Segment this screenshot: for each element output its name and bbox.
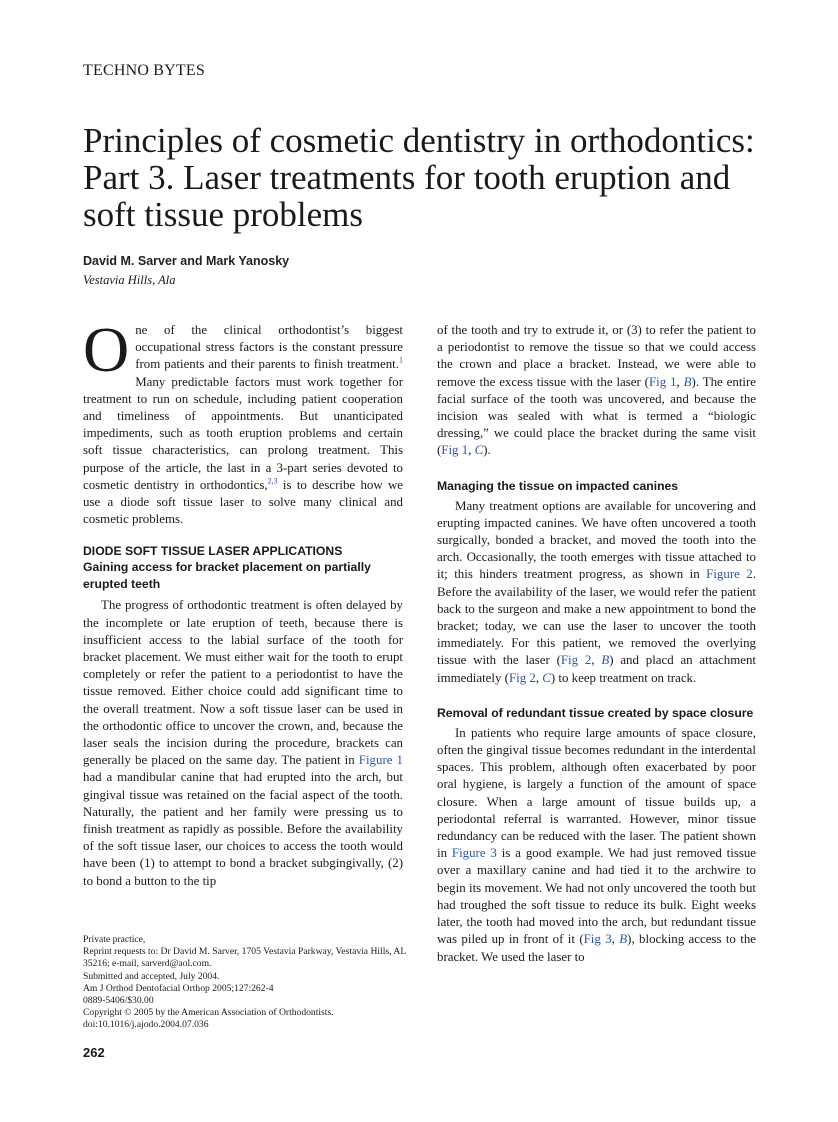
article-title: Principles of cosmetic dentistry in orthodontics: Part 3. Laser treatments for tooth eruption and soft tissue problems	[83, 121, 755, 234]
authors: David M. Sarver and Mark Yanosky	[83, 254, 290, 268]
right-column	[437, 322, 756, 966]
footnote-reprint: Reprint requests to: Dr David M. Sarver, 1705 Vestavia Parkway, Vestavia Hills, AL 35216; e-mail, sarverd@aol.com.	[83, 946, 406, 970]
footnote-issn: 0889-5406/$30.00	[83, 995, 154, 1007]
fig-1-link[interactable]: Fig 1	[648, 374, 677, 389]
drop-cap: O	[83, 314, 130, 385]
paragraph-continued: of the tooth and try to extrude it, or (3) to refer the patient to a periodontist to remove the tissue so that we could access the crown and place a bracket. Instead, we were able to remove the excess tissue with the laser (Fig 1, B). The entire facial surface of the tooth was uncovered, and because the incision was sealed with what is termed a “biologic dressing,” we could place the bracket during the same visit (Fig 1, C).	[437, 323, 756, 458]
footnote-doi[interactable]: doi:10.1016/j.ajodo.2004.07.036	[83, 1019, 209, 1031]
reference-2-3[interactable]: 2,3	[267, 476, 278, 486]
heading-impacted-canines: Managing the tissue on impacted canines	[437, 478, 679, 493]
paragraph-impacted-canines: Many treatment options are available for uncovering and erupting impacted canines. We have often uncovered a tooth surgically, bonded a bracket, and moved the tooth into the arch. Occasionally, the tooth emerges with tissue attached to it; this hinders treatment progress, as shown in Figure 2. Before the availability of the laser, we would refer the patient back to the surgeon and make a new appointment to bond the bracket; today, we can use the laser to uncover the tooth immediately. For this patient, we removed the overlying tissue with the laser (Fig 2, B) and placd an attachment immediately (Fig 2, C) to keep treatment on track.	[437, 498, 756, 685]
fig-2-link-2[interactable]: Fig 2	[508, 670, 536, 685]
fig-2c-link[interactable]: C	[542, 670, 551, 685]
footnotes	[83, 934, 408, 1032]
reference-1[interactable]: 1	[399, 356, 403, 366]
intro-paragraph: One of the clinical orthodontist’s biggest occupational stress factors is the constant pressure from patients and their parents to finish treatment.$^1$ Many predictable factors must work together for treatment to run on schedule, including patient cooperation and timeliness of appointments. But unanticipated impediments, such as tooth eruption problems and certain soft tissue characteristics, can prolong treatment. This purpose of the article, the last in a 3-part series devoted to cosmetic dentistry in orthodontics,$^{2,3}$ is to describe how we use a diode soft tissue laser to solve many clinical and cosmetic problems.	[83, 314, 403, 527]
footnote-submitted: Submitted and accepted, July 2004.	[83, 970, 220, 982]
fig-1-link-2[interactable]: Fig 1	[441, 443, 469, 458]
affiliation: Vestavia Hills, Ala	[83, 273, 176, 287]
section-label: TECHNO BYTES	[83, 62, 205, 79]
footnote-journal: Am J Orthod Dentofacial Orthop 2005;127:262-4	[83, 982, 274, 994]
heading-diode-laser: DIODE SOFT TISSUE LASER APPLICATIONS	[83, 544, 343, 559]
figure-1-link[interactable]: Figure 1	[358, 753, 403, 768]
heading-bracket-access: Gaining access for bracket placement on partially erupted teeth	[83, 560, 371, 592]
fig-3b-link[interactable]: B	[619, 932, 628, 947]
fig-1c-link[interactable]: C	[474, 443, 484, 458]
heading-redundant-tissue: Removal of redundant tissue created by space closure	[437, 705, 754, 720]
footnote-practice: Private practice,	[83, 934, 146, 945]
fig-2-link[interactable]: Fig 2	[560, 653, 592, 668]
left-column	[83, 314, 403, 890]
figure-2-link[interactable]: Figure 2	[706, 567, 753, 582]
fig-3-link[interactable]: Fig 3	[583, 932, 612, 947]
paragraph-bracket-access: The progress of orthodontic treatment is often delayed by the incomplete or late eruption of teeth, because there is insufficient access to the labial surface of the tooth for bracket placement. We must either wait for the tooth to erupt completely or refer the patient to a periodontist to have the tissue removed. Either choice could add significant time to the overall treatment. Now a soft tissue laser can be used in the orthodontic office to uncover the crown, and, because the laser seals the incision during the procedure, brackets can generally be placed on the same day. The patient in Figure 1 had a mandibular canine that had erupted into the arch, but gingival tissue was retained on the facial aspect of the tooth. Naturally, the patient and her family were pressing us to finish treatment as rapidly as possible. Before the availability of the soft tissue laser, our choices to access the tooth would have been (1) to attempt to bond a bracket subgingivally, (2) to bond a button to the tip	[83, 598, 403, 888]
figure-3-link[interactable]: Figure 3	[451, 846, 497, 861]
paragraph-redundant-tissue: In patients who require large amounts of space closure, often the gingival tissue becomes redundant in the interdental spaces. This problem, although often exacerbated by poor oral hygiene, is largely a function of the amount of space closure. When a large amount of tissue builds up, a periodontal referral is warranted. However, minor tissue redundancy can be reduced with the laser. The patient shown in Figure 3 is a good example. We had just removed tissue over a maxillary canine and had tied it to the archwire to begin its movement. We had not only uncovered the tooth but had troughed the soft tissue to reduce its bulk. Eight weeks later, the tooth had moved into the arch, but redundant tissue was piled up in front of it (Fig 3, B), blocking access to the bracket. We used the laser to	[437, 725, 757, 964]
page-number: 262	[83, 1045, 105, 1060]
footnote-copyright: Copyright © 2005 by the American Association of Orthodontists.	[83, 1007, 334, 1019]
fig-1b-link[interactable]: B	[683, 374, 692, 389]
fig-2b-link[interactable]: B	[601, 653, 610, 668]
